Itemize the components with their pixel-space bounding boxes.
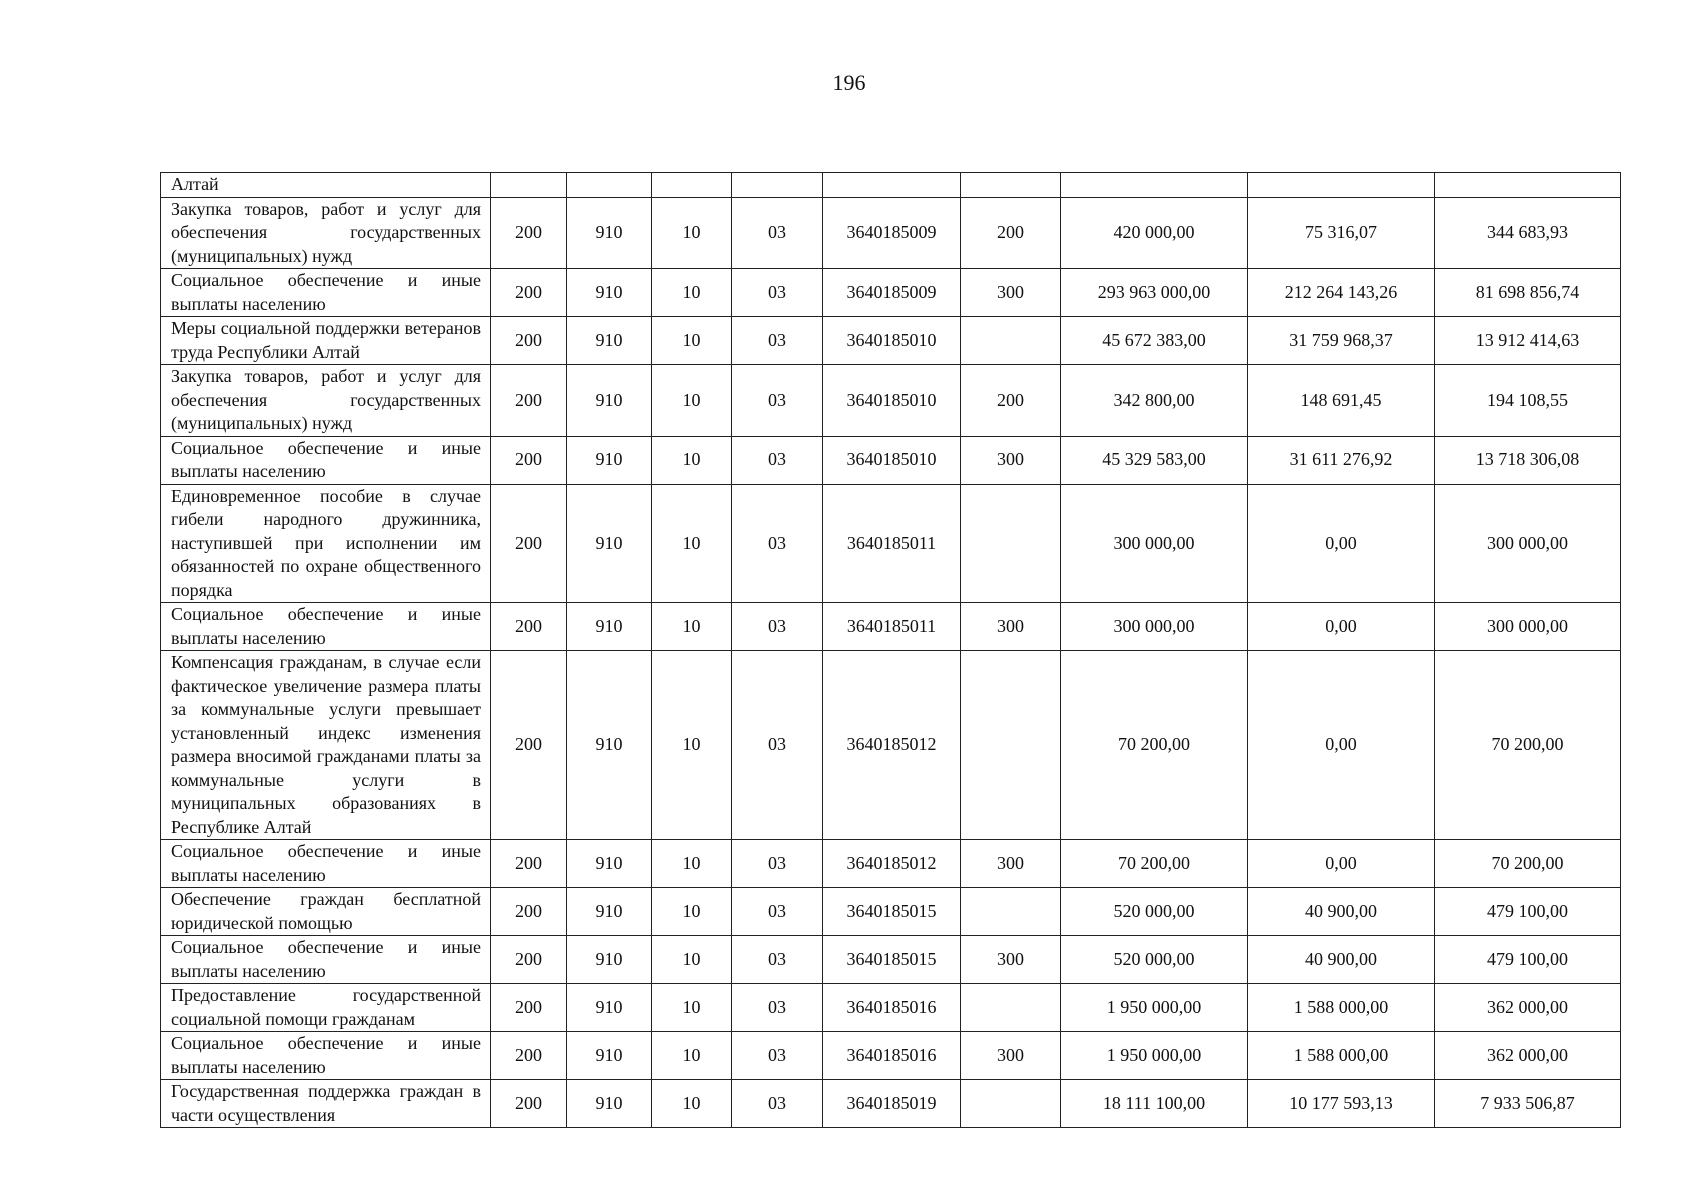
remaining-amount-cell: 70 200,00 bbox=[1435, 651, 1621, 840]
row-name-cell: Единовременное пособие в случае гибели народного дружинника, наступившей при исполнении им обязанностей по охране общественного порядка bbox=[161, 484, 491, 603]
approved-amount-cell: 520 000,00 bbox=[1061, 888, 1248, 936]
approved-amount-cell: 293 963 000,00 bbox=[1061, 269, 1248, 317]
row-name-cell: Компенсация гражданам, в случае если фактическое увеличение размера платы за коммунальные услуги превышает установленный индекс изменения размера вносимой гражданами платы за коммунальные услуги в муниципальных образованиях в Республике Алтай bbox=[161, 651, 491, 840]
section-code-cell: 200 bbox=[491, 936, 567, 984]
subdivision-code-cell: 03 bbox=[732, 840, 823, 888]
expense-type-code-cell: 300 bbox=[961, 840, 1061, 888]
target-article-code-cell: 3640185009 bbox=[823, 197, 961, 269]
table-row bbox=[161, 1032, 1621, 1080]
row-name-cell: Меры социальной поддержки ветеранов труда Республики Алтай bbox=[161, 317, 491, 365]
row-name-cell: Социальное обеспечение и иные выплаты населению bbox=[161, 603, 491, 651]
division-code-cell: 10 bbox=[652, 317, 732, 365]
table-row bbox=[161, 888, 1621, 936]
section-code-cell: 200 bbox=[491, 1032, 567, 1080]
division-code-cell: 10 bbox=[652, 603, 732, 651]
ministry-code-cell: 910 bbox=[567, 603, 652, 651]
section-code-cell: 200 bbox=[491, 1080, 567, 1128]
table-row bbox=[161, 173, 1621, 198]
section-code-cell: 200 bbox=[491, 317, 567, 365]
remaining-amount-cell: 362 000,00 bbox=[1435, 984, 1621, 1032]
table-row bbox=[161, 197, 1621, 269]
executed-amount-cell: 0,00 bbox=[1248, 651, 1435, 840]
target-article-code-cell: 3640185015 bbox=[823, 888, 961, 936]
expense-type-code-cell bbox=[961, 651, 1061, 840]
subdivision-code-cell: 03 bbox=[732, 651, 823, 840]
approved-amount-cell: 45 329 583,00 bbox=[1061, 436, 1248, 484]
table-row bbox=[161, 1080, 1621, 1128]
row-name-cell: Социальное обеспечение и иные выплаты населению bbox=[161, 436, 491, 484]
ministry-code-cell: 910 bbox=[567, 936, 652, 984]
approved-amount-cell: 18 111 100,00 bbox=[1061, 1080, 1248, 1128]
ministry-code-cell: 910 bbox=[567, 197, 652, 269]
expense-type-code-cell bbox=[961, 984, 1061, 1032]
executed-amount-cell: 31 611 276,92 bbox=[1248, 436, 1435, 484]
remaining-amount-cell: 13 912 414,63 bbox=[1435, 317, 1621, 365]
ministry-code-cell bbox=[567, 173, 652, 198]
division-code-cell: 10 bbox=[652, 840, 732, 888]
remaining-amount-cell: 81 698 856,74 bbox=[1435, 269, 1621, 317]
executed-amount-cell: 212 264 143,26 bbox=[1248, 269, 1435, 317]
approved-amount-cell: 300 000,00 bbox=[1061, 603, 1248, 651]
expense-type-code-cell bbox=[961, 317, 1061, 365]
budget-table bbox=[160, 172, 1621, 1128]
division-code-cell: 10 bbox=[652, 984, 732, 1032]
section-code-cell: 200 bbox=[491, 840, 567, 888]
subdivision-code-cell: 03 bbox=[732, 1080, 823, 1128]
page-number: 196 bbox=[832, 70, 866, 95]
table-row bbox=[161, 436, 1621, 484]
expense-type-code-cell: 300 bbox=[961, 269, 1061, 317]
executed-amount-cell: 31 759 968,37 bbox=[1248, 317, 1435, 365]
division-code-cell: 10 bbox=[652, 651, 732, 840]
section-code-cell bbox=[491, 173, 567, 198]
remaining-amount-cell: 479 100,00 bbox=[1435, 936, 1621, 984]
remaining-amount-cell: 344 683,93 bbox=[1435, 197, 1621, 269]
ministry-code-cell: 910 bbox=[567, 1080, 652, 1128]
division-code-cell: 10 bbox=[652, 936, 732, 984]
target-article-code-cell: 3640185016 bbox=[823, 984, 961, 1032]
ministry-code-cell: 910 bbox=[567, 269, 652, 317]
executed-amount-cell: 40 900,00 bbox=[1248, 888, 1435, 936]
division-code-cell: 10 bbox=[652, 1080, 732, 1128]
subdivision-code-cell: 03 bbox=[732, 317, 823, 365]
row-name-cell: Обеспечение граждан бесплатной юридической помощью bbox=[161, 888, 491, 936]
division-code-cell: 10 bbox=[652, 197, 732, 269]
target-article-code-cell: 3640185015 bbox=[823, 936, 961, 984]
subdivision-code-cell: 03 bbox=[732, 197, 823, 269]
executed-amount-cell: 10 177 593,13 bbox=[1248, 1080, 1435, 1128]
target-article-code-cell bbox=[823, 173, 961, 198]
expense-type-code-cell bbox=[961, 888, 1061, 936]
subdivision-code-cell bbox=[732, 173, 823, 198]
ministry-code-cell: 910 bbox=[567, 984, 652, 1032]
section-code-cell: 200 bbox=[491, 651, 567, 840]
division-code-cell: 10 bbox=[652, 365, 732, 437]
expense-type-code-cell bbox=[961, 1080, 1061, 1128]
table-row bbox=[161, 365, 1621, 437]
section-code-cell: 200 bbox=[491, 888, 567, 936]
table-row bbox=[161, 603, 1621, 651]
row-name-cell: Социальное обеспечение и иные выплаты населению bbox=[161, 936, 491, 984]
target-article-code-cell: 3640185010 bbox=[823, 365, 961, 437]
division-code-cell: 10 bbox=[652, 888, 732, 936]
approved-amount-cell: 1 950 000,00 bbox=[1061, 1032, 1248, 1080]
row-name-cell: Социальное обеспечение и иные выплаты населению bbox=[161, 840, 491, 888]
target-article-code-cell: 3640185009 bbox=[823, 269, 961, 317]
approved-amount-cell: 70 200,00 bbox=[1061, 840, 1248, 888]
ministry-code-cell: 910 bbox=[567, 840, 652, 888]
division-code-cell: 10 bbox=[652, 1032, 732, 1080]
table-row bbox=[161, 269, 1621, 317]
executed-amount-cell: 1 588 000,00 bbox=[1248, 984, 1435, 1032]
expense-type-code-cell: 300 bbox=[961, 1032, 1061, 1080]
ministry-code-cell: 910 bbox=[567, 436, 652, 484]
section-code-cell: 200 bbox=[491, 197, 567, 269]
ministry-code-cell: 910 bbox=[567, 317, 652, 365]
table-row bbox=[161, 936, 1621, 984]
target-article-code-cell: 3640185012 bbox=[823, 840, 961, 888]
approved-amount-cell: 520 000,00 bbox=[1061, 936, 1248, 984]
row-name-cell: Закупка товаров, работ и услуг для обеспечения государственных (муниципальных) нужд bbox=[161, 197, 491, 269]
expense-type-code-cell: 300 bbox=[961, 436, 1061, 484]
remaining-amount-cell: 362 000,00 bbox=[1435, 1032, 1621, 1080]
table-body bbox=[161, 173, 1621, 1128]
expense-type-code-cell: 300 bbox=[961, 936, 1061, 984]
section-code-cell: 200 bbox=[491, 984, 567, 1032]
subdivision-code-cell: 03 bbox=[732, 888, 823, 936]
table-row bbox=[161, 984, 1621, 1032]
row-name-cell: Социальное обеспечение и иные выплаты населению bbox=[161, 269, 491, 317]
row-name-cell: Предоставление государственной социальной помощи гражданам bbox=[161, 984, 491, 1032]
approved-amount-cell: 45 672 383,00 bbox=[1061, 317, 1248, 365]
section-code-cell: 200 bbox=[491, 365, 567, 437]
target-article-code-cell: 3640185010 bbox=[823, 317, 961, 365]
ministry-code-cell: 910 bbox=[567, 365, 652, 437]
executed-amount-cell: 148 691,45 bbox=[1248, 365, 1435, 437]
expense-type-code-cell bbox=[961, 484, 1061, 603]
ministry-code-cell: 910 bbox=[567, 1032, 652, 1080]
division-code-cell: 10 bbox=[652, 436, 732, 484]
section-code-cell: 200 bbox=[491, 436, 567, 484]
remaining-amount-cell: 300 000,00 bbox=[1435, 603, 1621, 651]
executed-amount-cell: 0,00 bbox=[1248, 603, 1435, 651]
approved-amount-cell: 300 000,00 bbox=[1061, 484, 1248, 603]
row-name-cell: Алтай bbox=[161, 173, 491, 198]
target-article-code-cell: 3640185011 bbox=[823, 603, 961, 651]
expense-type-code-cell: 200 bbox=[961, 365, 1061, 437]
expense-type-code-cell: 200 bbox=[961, 197, 1061, 269]
subdivision-code-cell: 03 bbox=[732, 269, 823, 317]
executed-amount-cell: 0,00 bbox=[1248, 840, 1435, 888]
ministry-code-cell: 910 bbox=[567, 484, 652, 603]
row-name-cell: Закупка товаров, работ и услуг для обеспечения государственных (муниципальных) нужд bbox=[161, 365, 491, 437]
ministry-code-cell: 910 bbox=[567, 888, 652, 936]
approved-amount-cell: 70 200,00 bbox=[1061, 651, 1248, 840]
executed-amount-cell: 0,00 bbox=[1248, 484, 1435, 603]
target-article-code-cell: 3640185010 bbox=[823, 436, 961, 484]
target-article-code-cell: 3640185012 bbox=[823, 651, 961, 840]
ministry-code-cell: 910 bbox=[567, 651, 652, 840]
expense-type-code-cell: 300 bbox=[961, 603, 1061, 651]
target-article-code-cell: 3640185016 bbox=[823, 1032, 961, 1080]
table-row bbox=[161, 484, 1621, 603]
executed-amount-cell: 40 900,00 bbox=[1248, 936, 1435, 984]
approved-amount-cell bbox=[1061, 173, 1248, 198]
table-row bbox=[161, 840, 1621, 888]
division-code-cell: 10 bbox=[652, 269, 732, 317]
executed-amount-cell bbox=[1248, 173, 1435, 198]
table-row bbox=[161, 317, 1621, 365]
row-name-cell: Социальное обеспечение и иные выплаты населению bbox=[161, 1032, 491, 1080]
section-code-cell: 200 bbox=[491, 484, 567, 603]
executed-amount-cell: 1 588 000,00 bbox=[1248, 1032, 1435, 1080]
division-code-cell: 10 bbox=[652, 484, 732, 603]
subdivision-code-cell: 03 bbox=[732, 484, 823, 603]
subdivision-code-cell: 03 bbox=[732, 936, 823, 984]
remaining-amount-cell: 479 100,00 bbox=[1435, 888, 1621, 936]
subdivision-code-cell: 03 bbox=[732, 365, 823, 437]
row-name-cell: Государственная поддержка граждан в части осуществления bbox=[161, 1080, 491, 1128]
target-article-code-cell: 3640185019 bbox=[823, 1080, 961, 1128]
remaining-amount-cell: 7 933 506,87 bbox=[1435, 1080, 1621, 1128]
subdivision-code-cell: 03 bbox=[732, 436, 823, 484]
approved-amount-cell: 342 800,00 bbox=[1061, 365, 1248, 437]
subdivision-code-cell: 03 bbox=[732, 1032, 823, 1080]
approved-amount-cell: 420 000,00 bbox=[1061, 197, 1248, 269]
executed-amount-cell: 75 316,07 bbox=[1248, 197, 1435, 269]
remaining-amount-cell bbox=[1435, 173, 1621, 198]
subdivision-code-cell: 03 bbox=[732, 603, 823, 651]
division-code-cell bbox=[652, 173, 732, 198]
target-article-code-cell: 3640185011 bbox=[823, 484, 961, 603]
section-code-cell: 200 bbox=[491, 603, 567, 651]
subdivision-code-cell: 03 bbox=[732, 984, 823, 1032]
section-code-cell: 200 bbox=[491, 269, 567, 317]
approved-amount-cell: 1 950 000,00 bbox=[1061, 984, 1248, 1032]
table-row bbox=[161, 651, 1621, 840]
remaining-amount-cell: 194 108,55 bbox=[1435, 365, 1621, 437]
remaining-amount-cell: 13 718 306,08 bbox=[1435, 436, 1621, 484]
remaining-amount-cell: 300 000,00 bbox=[1435, 484, 1621, 603]
expense-type-code-cell bbox=[961, 173, 1061, 198]
remaining-amount-cell: 70 200,00 bbox=[1435, 840, 1621, 888]
